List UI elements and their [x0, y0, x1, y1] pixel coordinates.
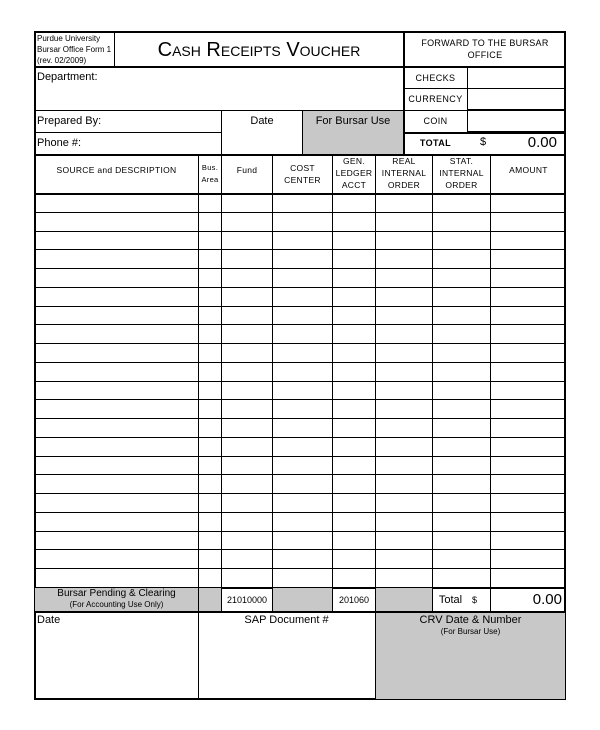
- footer-total-label: Total: [438, 594, 463, 606]
- column-header: [376, 155, 432, 193]
- total-label: TOTAL: [419, 138, 452, 148]
- table-row[interactable]: [35, 325, 565, 343]
- table-row[interactable]: [35, 494, 565, 512]
- issuer-line-1: Purdue University: [37, 34, 101, 43]
- prepared-by-field[interactable]: [105, 111, 221, 131]
- column-header: [491, 155, 566, 193]
- department-label: Department:: [37, 71, 98, 83]
- forward-line-2: OFFICE: [467, 50, 503, 60]
- column-header-text: STAT.: [449, 156, 474, 166]
- forward-line-1: FORWARD TO THE BURSAR: [421, 38, 549, 48]
- column-header-text: GEN.: [343, 156, 365, 166]
- table-row[interactable]: [35, 457, 565, 475]
- crv-sub: (For Bursar Use): [440, 627, 501, 636]
- checks-label: CHECKS: [415, 73, 456, 83]
- table-row[interactable]: [35, 250, 565, 268]
- column-header-text: INTERNAL: [381, 168, 427, 178]
- currency-symbol: $: [480, 136, 487, 148]
- sap-field[interactable]: [199, 626, 374, 699]
- column-header: [222, 155, 272, 193]
- sap-label: SAP Document #: [244, 614, 329, 626]
- column-header-text: SOURCE and DESCRIPTION: [56, 165, 177, 175]
- bottom-date-field[interactable]: [35, 626, 198, 699]
- column-header: [433, 155, 490, 193]
- page-title: Cash Receipts Voucher: [157, 39, 361, 61]
- table-row[interactable]: [35, 532, 565, 550]
- table-row[interactable]: [35, 569, 565, 587]
- column-header-text: ACCT: [341, 180, 367, 190]
- table-row[interactable]: [35, 269, 565, 287]
- table-row[interactable]: [35, 550, 565, 568]
- column-header-text: Area: [201, 175, 219, 184]
- column-header-text: ORDER: [387, 180, 421, 190]
- table-row[interactable]: [35, 194, 565, 212]
- bottom-date-label: Date: [37, 614, 61, 626]
- checks-field[interactable]: [467, 67, 566, 89]
- table-row[interactable]: [35, 213, 565, 231]
- payment-total-value: 0.00: [527, 134, 557, 151]
- prepared-by-label: Prepared By:: [37, 115, 102, 127]
- fund-footer-value: 21010000: [226, 595, 268, 605]
- department-field[interactable]: [110, 68, 402, 108]
- table-row[interactable]: [35, 363, 565, 381]
- issuer-line-3: (rev. 02/2009): [37, 56, 87, 65]
- currency-field[interactable]: [467, 89, 566, 110]
- column-header-text: REAL: [392, 156, 416, 166]
- column-header-text: ORDER: [445, 180, 478, 190]
- column-header: [35, 155, 198, 193]
- column-header-text: AMOUNT: [509, 165, 548, 175]
- table-row[interactable]: [35, 438, 565, 456]
- column-header-text: Bus.: [201, 163, 219, 172]
- crv-label: CRV Date & Number: [419, 614, 522, 626]
- table-row[interactable]: [35, 382, 565, 400]
- table-row[interactable]: [35, 419, 565, 437]
- column-header-text: Fund: [236, 165, 258, 175]
- phone-field[interactable]: [85, 133, 221, 153]
- column-header-text: LEDGER: [335, 168, 373, 178]
- date-field[interactable]: [222, 132, 302, 154]
- column-header: [199, 155, 221, 193]
- footer-total-value: 0.00: [532, 591, 562, 608]
- table-row[interactable]: [35, 307, 565, 325]
- column-header-text: CENTER: [284, 175, 321, 185]
- pending-sub: (For Accounting Use Only): [69, 600, 164, 609]
- date-label: Date: [250, 115, 274, 127]
- real-io-footer: [376, 588, 432, 611]
- gl-footer-value: 201060: [338, 595, 370, 605]
- phone-label: Phone #:: [37, 137, 82, 149]
- table-row[interactable]: [35, 232, 565, 250]
- table-row[interactable]: [35, 400, 565, 418]
- table-row[interactable]: [35, 513, 565, 531]
- issuer-line-2: Bursar Office Form 1: [37, 45, 112, 54]
- currency-label: CURRENCY: [408, 94, 463, 104]
- footer-currency-symbol: $: [472, 595, 478, 605]
- table-row[interactable]: [35, 344, 565, 362]
- column-header-text: INTERNAL: [439, 168, 484, 178]
- bus-area-footer: [199, 588, 221, 611]
- table-row[interactable]: [35, 288, 565, 306]
- bursar-use-label: For Bursar Use: [315, 115, 391, 127]
- coin-label: COIN: [423, 116, 448, 126]
- table-row[interactable]: [35, 475, 565, 493]
- column-header: [333, 155, 375, 193]
- column-header: [273, 155, 332, 193]
- pending-label: Bursar Pending & Clearing: [57, 588, 176, 599]
- column-header-text: COST: [290, 163, 315, 173]
- coin-field[interactable]: [467, 111, 566, 132]
- cost-center-footer: [273, 588, 332, 611]
